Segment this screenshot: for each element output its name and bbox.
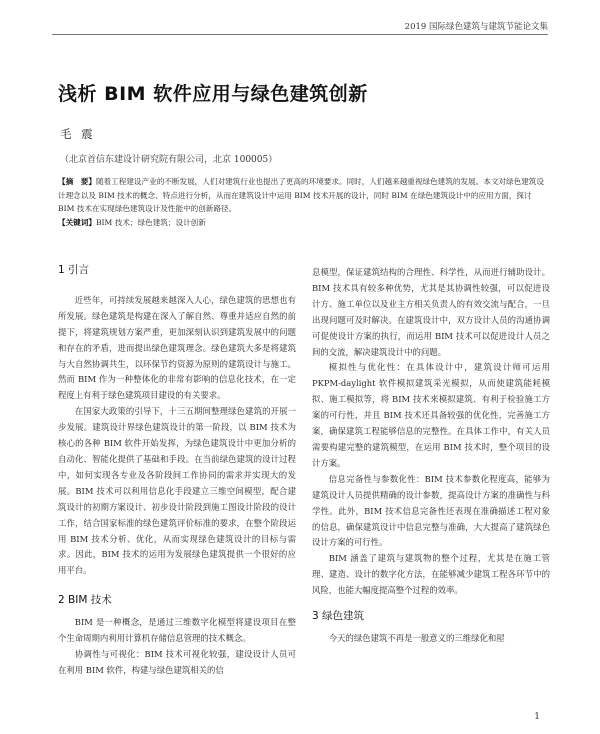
- author-affiliation: （北京首信东建设计研究院有限公司，北京 100005）: [60, 155, 278, 165]
- abstract-text: 随着工程建设产业的不断发展，人们对建筑行业也提出了更高的环境要求。同时，人们越来越重视绿色建筑的发展。本文对绿色建筑设计理念以及 BIM 技术的概念、特点进行分析，从而在建筑设计中运用 BIM 技术开展的设计，同时 BIM 在绿色建筑设计中的应用方面，探讨 BIM 技术在实现绿色建筑设计及性能中的创新路径。: [58, 177, 544, 214]
- author-name: 毛 震: [60, 127, 96, 141]
- left-column: [58, 263, 296, 679]
- section-2-paragraph: 模拟性与优化性：在具体设计中，建筑设计师可运用 PKPM-daylight 软件模拟建筑采光模拟，从而使建筑能耗模拟、施工模拟等，将 BIM 技术来模拟建筑、有利于检验施工方案的可行性，并且 BIM 技术还具备较强的优化性，完善施工方案，确保建筑工程能够信息的完整性。在具体工作中，有关人员需要构建完整的建筑模型，在运用 BIM 技术时，整个项目的设计方案。: [312, 362, 550, 468]
- section-2-paragraph: 信息完备性与参数化性：BIM 技术参数化程度高，能够为建筑设计人员提供精确的设计参数，提高设计方案的准确性与科学性。此外，BIM 技术信息完备性还表现在准确描述工程对象的信息，确保建筑设计中信息完整与准确，大大提高了建筑绿色设计方案的可行性。: [312, 473, 550, 548]
- section-2-paragraph-continued: 息模型，保证建筑结构的合理性、科学性，从而进行辅助设计。BIM 技术具有较多种优势，尤其是其协调性较强，可以促进设计方、施工单位以及业主方相关负责人的有效交流与配合，一旦出现问题可及时解决。在建筑设计中，双方设计人员的沟通协调可促使设计方案的执行，而运用 BIM 技术可以促进设计人员之间的交流，解决建筑设计中的问题。: [312, 267, 550, 357]
- keywords-label: 【关键词】: [58, 217, 96, 227]
- section-2-paragraph: BIM 涵盖了建筑与建筑物的整个过程，尤其是在施工管理、建造、设计的数字化方法，在能够减少建筑工程各环节中的风险，也能大幅度提高整个过程的效率。: [312, 553, 550, 596]
- paper-title: 浅析 BIM 软件应用与绿色建筑创新: [58, 83, 368, 105]
- keywords: [58, 216, 550, 230]
- keywords-text: BIM 技术；绿色建筑；设计创新: [95, 217, 206, 227]
- abstract-block: [58, 175, 550, 229]
- section-2-paragraph: BIM 是一种概念，是通过三维数字化模型将建设项目在整个生命周期内利用计算机存储信息管理的技术概念。: [58, 617, 296, 644]
- section-1-paragraph: 在国家大政策的引导下，十三五期间整理绿色建筑的开展一步发展。建筑设计界绿色建筑设计的第一阶段，以 BIM 技术为核心的各种 BIM 软件开始发挥，为绿色建筑设计中更加分析的自动化、智能化提供了基础和手段。在当前绿色建筑的设计过程中，如何实现各专业及各阶段间工作协同的需求并实现大的发展。BIM 技术可以利用信息化手段建立三维空间模型，配合建筑设计的初期方案设计、初步设计阶段到施工图设计阶段的设计工作，结合国家标准的绿色建筑评价标准的要求，在整个阶段运用 BIM 技术分析、优化，从而实现绿色建筑设计的目标与需求。因此，BIM 技术的运用为发展绿色建筑提供一个很好的应用平台。: [58, 406, 296, 576]
- abstract: [58, 175, 550, 216]
- abstract-label: 【摘 要】: [58, 177, 96, 186]
- section-3-heading: 3 绿色建筑: [312, 610, 365, 623]
- section-2-heading: 2 BIM 技术: [58, 594, 112, 607]
- section-3-paragraph: 今天的绿色建筑不再是一般意义的三维绿化和屋: [328, 632, 505, 643]
- header-rule: [52, 34, 548, 35]
- section-1-paragraph: 近些年，可持续发展越来越深入人心，绿色建筑的思想也有所发展。绿色建筑是构建在深入了解自然、尊重并适应自然的前提下，将建筑规划方案严重，更加深刻认识到建筑发展中的问题和存在的矛盾，进而提出绿色建筑理念。绿色建筑大多是将建筑与大自然协调共生，以环保节约资源为原则的建筑设计与施工。然而 BIM 作为一种整体化的非常有影响的信息化技术，在一定程度上有利于绿色建筑项目建设的有关要求。: [58, 294, 296, 401]
- page-number: 1: [534, 712, 540, 722]
- right-column: [312, 265, 550, 647]
- section-1-heading: 1 引言: [58, 264, 90, 276]
- running-header: 2019 国际绿色建筑与建筑节能论文集: [404, 22, 548, 32]
- section-2-paragraph: 协调性与可视化：BIM 技术可视化较强，建设设计人员可在利用 BIM 软件，构建与绿色建筑相关的信: [58, 648, 296, 675]
